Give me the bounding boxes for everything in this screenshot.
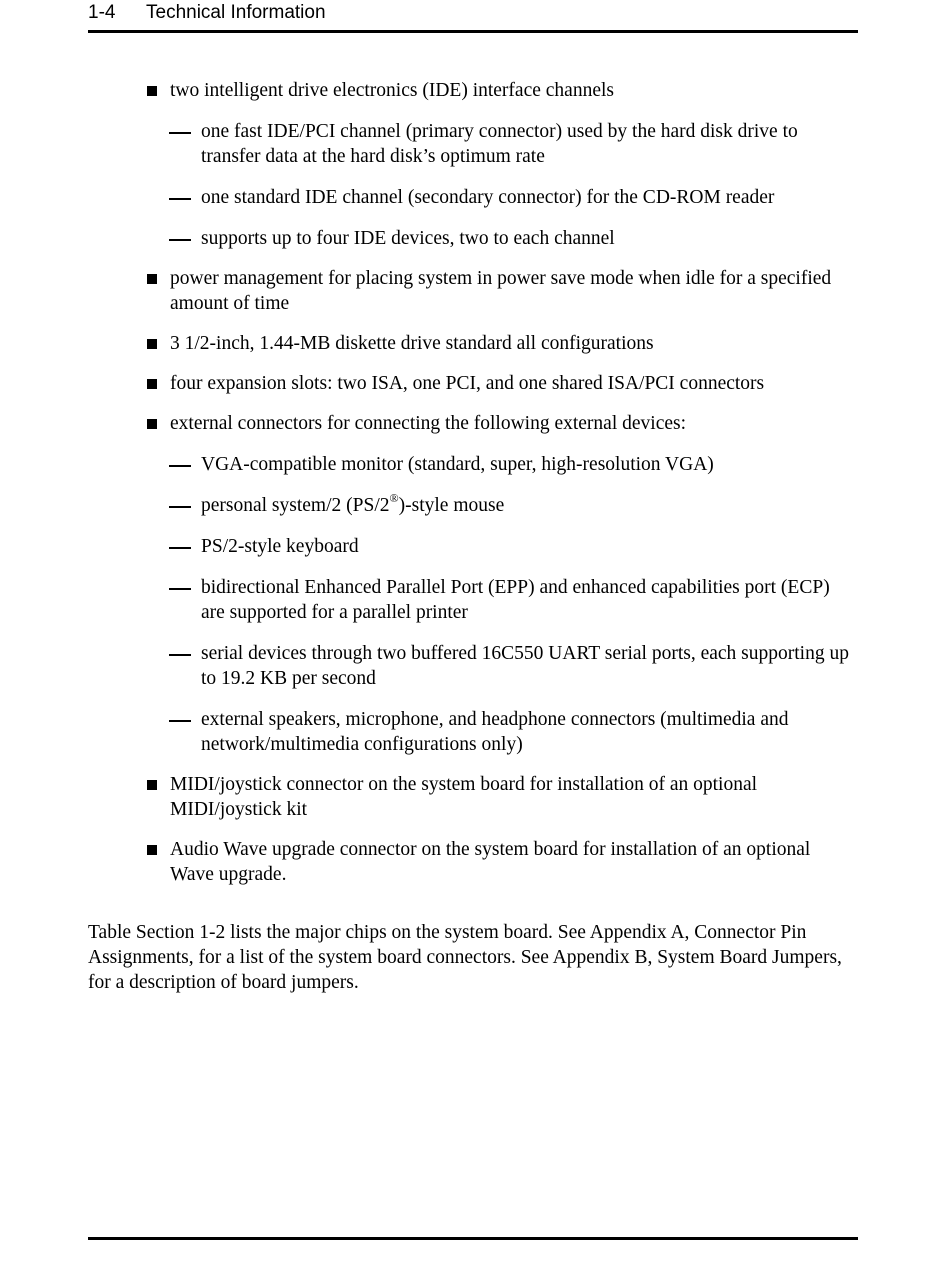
bullet-icon bbox=[147, 780, 157, 790]
dash-icon bbox=[169, 720, 191, 722]
dash-icon bbox=[169, 654, 191, 656]
footer-rule bbox=[88, 1237, 858, 1240]
bullet-icon bbox=[147, 419, 157, 429]
registered-mark: ® bbox=[389, 490, 399, 505]
sub-list-item: external speakers, microphone, and headphone connectors (multimedia and network/multimedia configurations only) bbox=[201, 709, 789, 755]
sub-list-item: bidirectional Enhanced Parallel Port (EPP) and enhanced capabilities port (ECP) are supported for a parallel printer bbox=[201, 577, 830, 623]
sub-list-item: one standard IDE channel (secondary connector) for the CD-ROM reader bbox=[201, 187, 775, 208]
list-item: external connectors for connecting the following external devices: bbox=[170, 413, 687, 434]
bullet-icon bbox=[147, 379, 157, 389]
bullet-icon bbox=[147, 274, 157, 284]
sub-list-item-text: )-style mouse bbox=[398, 495, 505, 516]
list-item: 3 1/2-inch, 1.44-MB diskette drive standard all configurations bbox=[170, 333, 654, 354]
dash-icon bbox=[169, 132, 191, 134]
list-item: two intelligent drive electronics (IDE) interface channels bbox=[170, 80, 614, 101]
list-item: Audio Wave upgrade connector on the system board for installation of an optional Wave upgrade. bbox=[170, 839, 811, 885]
dash-icon bbox=[169, 506, 191, 508]
dash-icon bbox=[169, 588, 191, 590]
sub-list-item: serial devices through two buffered 16C550 UART serial ports, each supporting up to 19.2 KB per second bbox=[201, 643, 849, 689]
header-rule bbox=[88, 30, 858, 33]
section-title: Technical Information bbox=[146, 2, 326, 23]
list-item: power management for placing system in power save mode when idle for a specified amount of time bbox=[170, 268, 832, 314]
sub-list-item-text: personal system/2 (PS/2 bbox=[201, 495, 390, 516]
sub-list-item bbox=[201, 490, 851, 518]
page-number: 1-4 bbox=[88, 2, 116, 23]
list-item: four expansion slots: two ISA, one PCI, and one shared ISA/PCI connectors bbox=[170, 373, 765, 394]
dash-icon bbox=[169, 465, 191, 467]
sub-list-item: supports up to four IDE devices, two to each channel bbox=[201, 228, 615, 249]
sub-list-item: VGA-compatible monitor (standard, super, high-resolution VGA) bbox=[201, 454, 714, 475]
sub-list-item: PS/2-style keyboard bbox=[201, 536, 359, 557]
bullet-icon bbox=[147, 845, 157, 855]
dash-icon bbox=[169, 547, 191, 549]
dash-icon bbox=[169, 198, 191, 200]
bullet-icon bbox=[147, 86, 157, 96]
page-header bbox=[88, 2, 858, 26]
summary-paragraph: Table Section 1-2 lists the major chips on the system board. See Appendix A, Connector Pin Assignments, for a list of the system board connectors. See Appendix B, System Board Jumpers, for a description of board jumpers. bbox=[88, 922, 842, 993]
sub-list-item: one fast IDE/PCI channel (primary connector) used by the hard disk drive to transfer data at the hard disk’s optimum rate bbox=[201, 121, 798, 167]
dash-icon bbox=[169, 239, 191, 241]
bullet-icon bbox=[147, 339, 157, 349]
list-item: MIDI/joystick connector on the system board for installation of an optional MIDI/joystick kit bbox=[170, 774, 758, 820]
